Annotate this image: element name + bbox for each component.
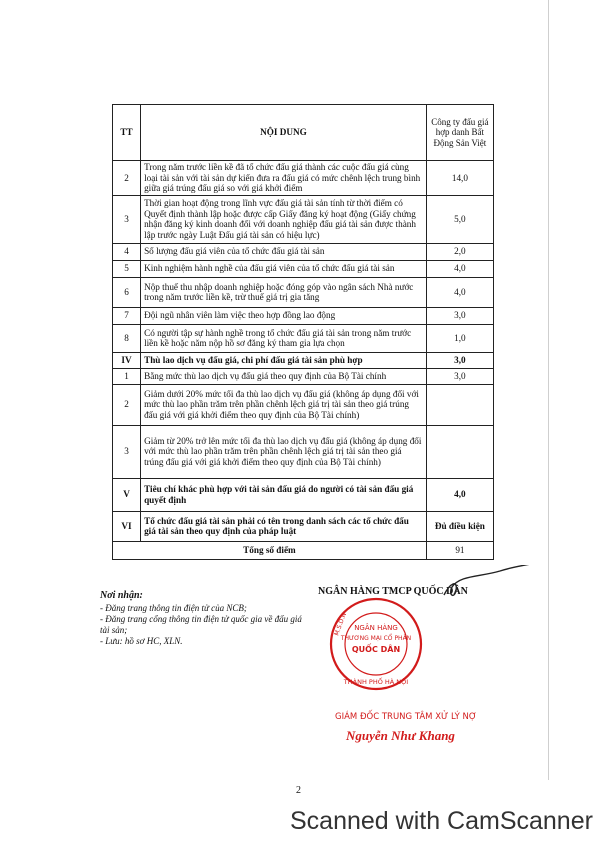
row-score: 4,0 xyxy=(426,260,493,277)
row-tt: 8 xyxy=(113,324,141,352)
svg-text:NGÂN HÀNG: NGÂN HÀNG xyxy=(354,624,398,632)
table-row xyxy=(113,243,494,260)
row-content: Bằng mức thù lao dịch vụ đấu giá theo quy định của Bộ Tài chính xyxy=(141,368,427,384)
row-content: Đội ngũ nhân viên làm việc theo hợp đồng lao động xyxy=(141,307,427,324)
recipients-notes xyxy=(100,590,310,648)
row-content: Trong năm trước liền kề đã tổ chức đấu giá thành các cuộc đấu giá cùng loại tài sản với tài sản dự kiến đưa ra đấu giá có mức chênh lệch trung bình giữa giá trúng đấu giá so với giá khởi điểm xyxy=(141,161,427,196)
row-score: 4,0 xyxy=(426,277,493,307)
row-tt: IV xyxy=(113,352,141,368)
table-row xyxy=(113,324,494,352)
row-score: 14,0 xyxy=(426,161,493,196)
row-content: Nộp thuế thu nhập doanh nghiệp hoặc đóng góp vào ngân sách Nhà nước trong năm trước liền kề, trừ thuế giá trị gia tăng xyxy=(141,277,427,307)
row-score: 5,0 xyxy=(426,195,493,243)
table-row xyxy=(113,511,494,541)
row-content: Có người tập sự hành nghề trong tổ chức đấu giá tài sản trong năm trước liền kề hoặc năm nộp hồ sơ đăng ký tham gia lựa chọn xyxy=(141,324,427,352)
row-content: Thời gian hoạt động trong lĩnh vực đấu giá tài sản tính từ thời điểm có Quyết định thành lập hoặc được cấp Giấy đăng ký hoạt động (Giấy chứng nhận đăng ký kinh doanh đối với doanh nghiệp đấu giá tài sản được thành lập trước ngày Luật Đấu giá tài sản có hiệu lực) xyxy=(141,195,427,243)
row-content: Tiêu chí khác phù hợp với tài sản đấu giá do người có tài sản đấu giá quyết định xyxy=(141,478,427,511)
row-content: Giảm dưới 20% mức tối đa thù lao dịch vụ đấu giá (không áp dụng đối với mức thù lao phần trăm trên phần chênh lệch giá trị tài sản theo giá trúng đấu giá với giá khởi điểm theo quy định của Bộ Tài chính) xyxy=(141,384,427,425)
recipient-item: - Đăng trang thông tin điện tử của NCB; xyxy=(100,602,247,613)
table-row xyxy=(113,195,494,243)
row-tt: 7 xyxy=(113,307,141,324)
table-row xyxy=(113,425,494,478)
table-row xyxy=(113,277,494,307)
svg-text:THÀNH PHỐ HÀ NỘI: THÀNH PHỐ HÀ NỘI xyxy=(343,678,409,686)
row-tt: 3 xyxy=(113,195,141,243)
row-tt: 2 xyxy=(113,384,141,425)
row-score: 4,0 xyxy=(426,478,493,511)
table-row xyxy=(113,352,494,368)
table-row xyxy=(113,307,494,324)
row-content: Số lượng đấu giá viên của tổ chức đấu giá tài sản xyxy=(141,243,427,260)
red-seal-stamp xyxy=(328,596,424,692)
table-row xyxy=(113,161,494,196)
criteria-table xyxy=(112,104,494,560)
recipients-title: Nơi nhận: xyxy=(100,590,143,601)
header-content: NỘI DUNG xyxy=(141,105,427,161)
camscanner-watermark: Scanned with CamScanner xyxy=(290,807,593,835)
table-row xyxy=(113,478,494,511)
header-tt: TT xyxy=(113,105,141,161)
signature-role: GIÁM ĐỐC TRUNG TÂM XỬ LÝ NỢ xyxy=(335,712,477,722)
table-header-row xyxy=(113,105,494,161)
row-tt: VI xyxy=(113,511,141,541)
handwritten-signature xyxy=(440,565,540,605)
table-row xyxy=(113,384,494,425)
row-score: Đủ điều kiện xyxy=(426,511,493,541)
row-score: 2,0 xyxy=(426,243,493,260)
row-tt: 6 xyxy=(113,277,141,307)
row-tt: 3 xyxy=(113,425,141,478)
row-tt: 5 xyxy=(113,260,141,277)
recipient-item: - Lưu: hồ sơ HC, XLN. xyxy=(100,636,183,647)
svg-text:THƯƠNG MẠI CỔ PHẦN: THƯƠNG MẠI CỔ PHẦN xyxy=(340,635,412,642)
row-content: Tổ chức đấu giá tài sản phải có tên trong danh sách các tổ chức đấu giá tài sản theo quy định của pháp luật xyxy=(141,511,427,541)
table-row xyxy=(113,260,494,277)
total-label: Tổng số điểm xyxy=(113,541,427,559)
total-row xyxy=(113,541,494,559)
signature-name: Nguyễn Như Khang xyxy=(346,728,455,743)
svg-text:M.S.D.N: M.S.D.N xyxy=(333,611,349,637)
row-tt: 2 xyxy=(113,161,141,196)
signature-org: NGÂN HÀNG TMCP QUỐC DÂN xyxy=(318,586,468,597)
row-score: 1,0 xyxy=(426,324,493,352)
row-score xyxy=(426,425,493,478)
svg-text:QUỐC DÂN: QUỐC DÂN xyxy=(351,645,401,654)
header-company: Công ty đấu giá hợp danh Bất Động Sản Việt xyxy=(426,105,493,161)
table-row xyxy=(113,368,494,384)
row-content: Kinh nghiệm hành nghề của đấu giá viên của tổ chức đấu giá tài sản xyxy=(141,260,427,277)
row-tt: 1 xyxy=(113,368,141,384)
row-tt: V xyxy=(113,478,141,511)
total-score: 91 xyxy=(426,541,493,559)
row-content: Thù lao dịch vụ đấu giá, chi phí đấu giá tài sản phù hợp xyxy=(141,352,427,368)
page-number: 2 xyxy=(296,785,301,796)
row-score: 3,0 xyxy=(426,307,493,324)
row-score xyxy=(426,384,493,425)
scan-edge-line xyxy=(548,0,549,780)
recipient-item: - Đăng trang cổng thông tin điện tử quốc gia về đấu giá tài sản; xyxy=(100,613,302,635)
row-content: Giảm từ 20% trở lên mức tối đa thù lao dịch vụ đấu giá (không áp dụng đối với mức thù lao phần trăm trên phần chênh lệch giá trị tài sản theo giá trúng đấu giá với giá khởi điểm theo quy định của Bộ Tài chính) xyxy=(141,425,427,478)
row-score: 3,0 xyxy=(426,368,493,384)
row-score: 3,0 xyxy=(426,352,493,368)
row-tt: 4 xyxy=(113,243,141,260)
